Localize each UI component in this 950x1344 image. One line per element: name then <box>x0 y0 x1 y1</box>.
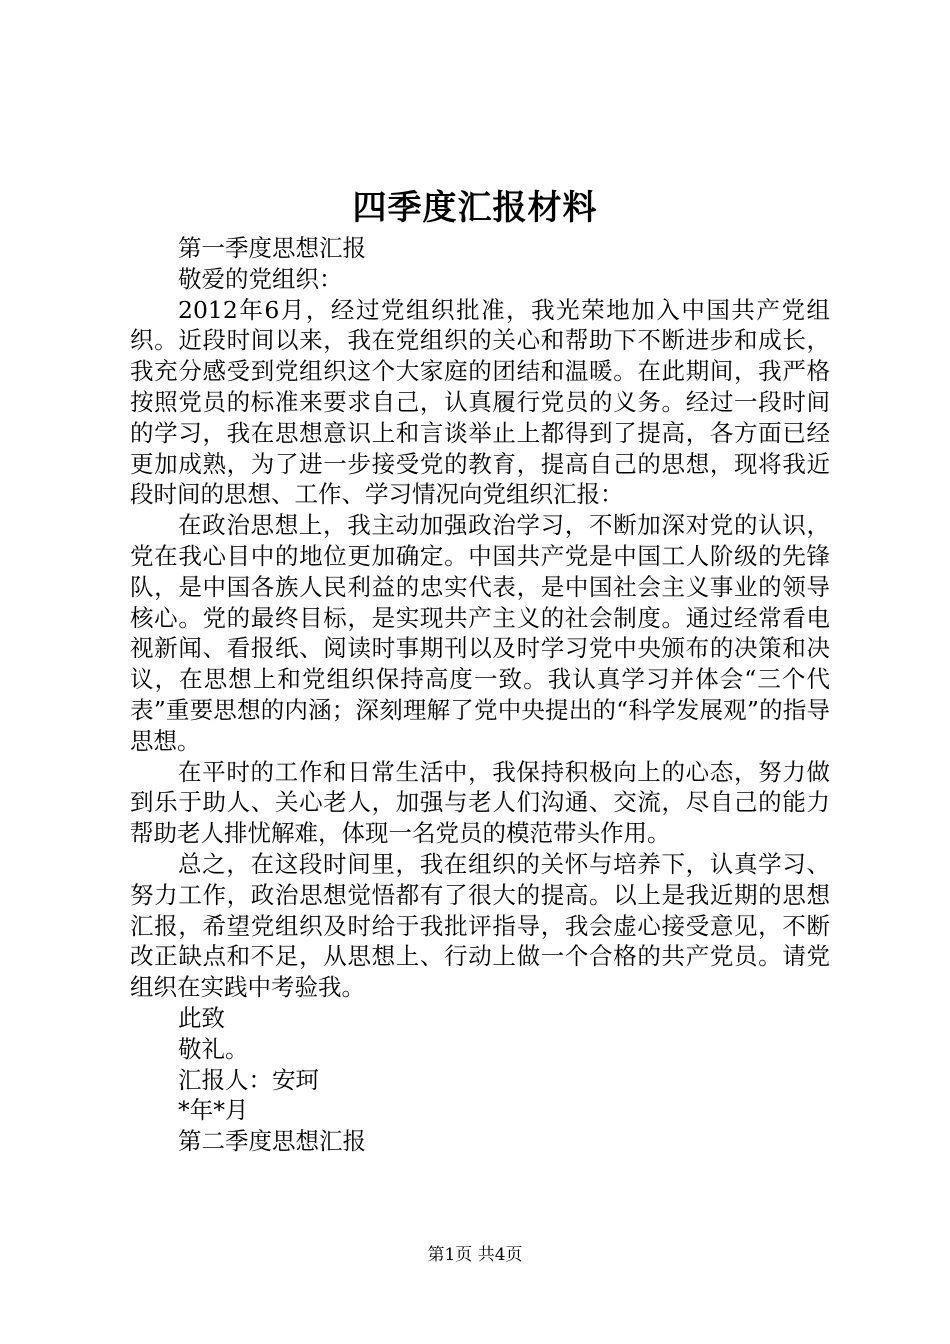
closing-line: 此致 <box>178 1003 225 1032</box>
paragraph: 2012年6月，经过党组织批准，我光荣地加入中国共产党组织。近段时间以来，我在党组织的关心和帮助下不断进步和成长，我充分感受到党组织这个大家庭的团结和温暖。在此期间，我严格按照党员的标准来要求自己，认真履行党员的义务。经过一段时间的学习，我在思想意识上和言谈举止上都得到了提高，各方面已经更加成熟，为了进一步接受党的教育，提高自己的思想，现将我近段时间的思想、工作、学习情况向党组织汇报： <box>130 295 830 509</box>
reporter-signature: 汇报人：安珂 <box>178 1065 319 1094</box>
page-footer: 第1页 共4页 <box>427 1245 523 1265</box>
salutation: 敬爱的党组织： <box>178 264 343 293</box>
paragraph: 在平时的工作和日常生活中，我保持积极向上的心态，努力做到乐于助人、关心老人，加强与老人们沟通、交流，尽自己的能力帮助老人排忧解难，体现一名党员的模范带头作用。 <box>130 757 830 848</box>
document-title: 四季度汇报材料 <box>352 188 598 228</box>
closing-line: 敬礼。 <box>178 1034 249 1063</box>
section-heading: 第一季度思想汇报 <box>178 234 366 262</box>
document-body <box>130 233 830 1157</box>
paragraph: 在政治思想上，我主动加强政治学习，不断加深对党的认识，党在我心目中的地位更加确定。中国共产党是中国工人阶级的先锋队，是中国各族人民利益的忠实代表，是中国社会主义事业的领导核心。党的最终目标，是实现共产主义的社会制度。通过经常看电视新闻、看报纸、阅读时事期刊以及时学习党中央颁布的决策和决议，在思想上和党组织保持高度一致。我认真学习并体会“三个代表”重要思想的内涵；深刻理解了党中央提出的“科学发展观”的指导思想。 <box>130 511 830 755</box>
section-heading: 第二季度思想汇报 <box>178 1127 366 1156</box>
report-date: *年*月 <box>178 1096 249 1125</box>
paragraph: 总之，在这段时间里，我在组织的关怀与培养下，认真学习、努力工作，政治思想觉悟都有了很大的提高。以上是我近期的思想汇报，希望党组织及时给于我批评指导，我会虚心接受意见，不断改正缺点和不足，从思想上、行动上做一个合格的共产党员。请党组织在实践中考验我。 <box>130 849 830 1002</box>
